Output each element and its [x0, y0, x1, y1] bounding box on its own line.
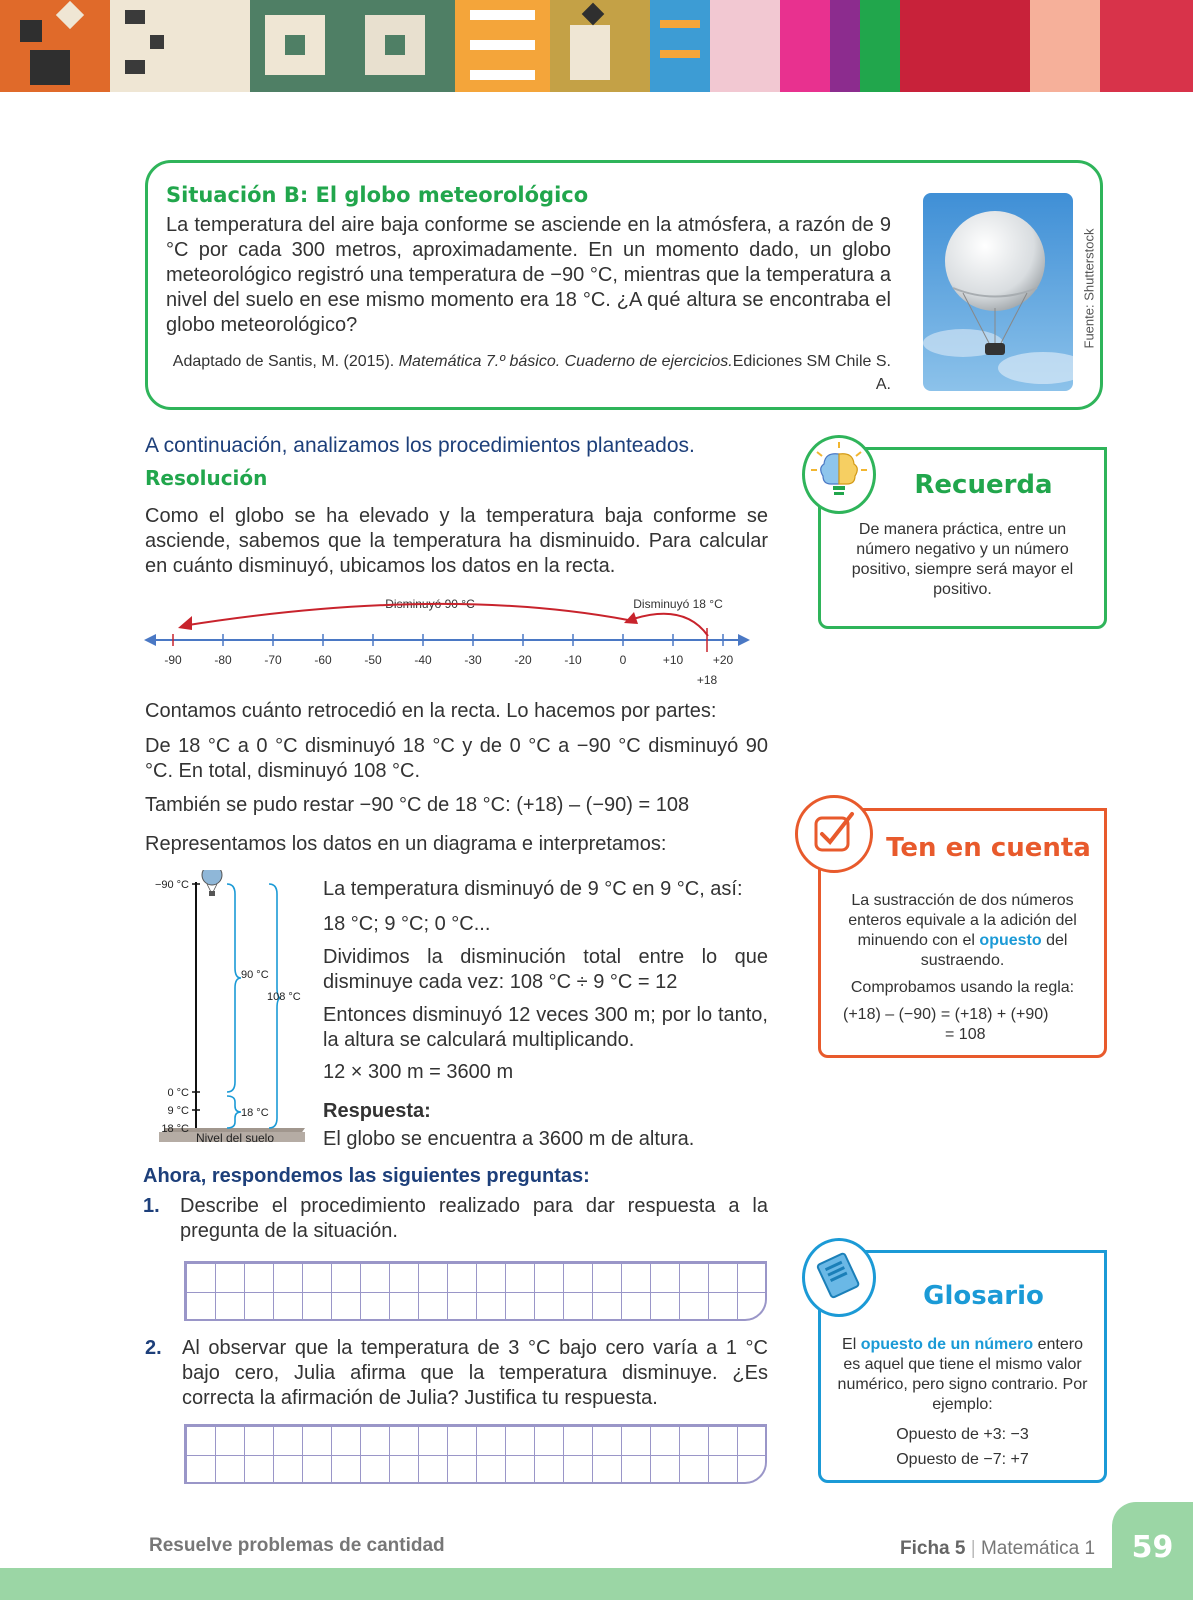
opuesto-highlight: opuesto: [979, 932, 1042, 949]
ten-en-cuenta-title: Ten en cuenta: [886, 833, 1091, 863]
glosario-body: El opuesto de un número entero es aquel que tiene el mismo valor numérico, pero signo contrario. Por ejemplo:: [837, 1336, 1088, 1413]
arrow-decrease-18: [630, 614, 708, 636]
recuerda-title: Recuerda: [914, 470, 1053, 500]
resolution-intro: Como el globo se ha elevado y la temperatura baja conforme se asciende, sabemos que la temperatura ha disminuido. Para calcular en cuánto disminuyó, ubicamos los datos en la recta.: [145, 505, 768, 577]
footer-ficha: Ficha 5 | Matemática 1: [900, 1538, 1096, 1559]
glosario-example-2: Opuesto de −7: +7: [896, 1451, 1029, 1468]
temperature-diagram: [145, 870, 320, 1142]
brace-90: [227, 884, 241, 1092]
tick-label: -70: [264, 653, 282, 667]
answer-grid-2[interactable]: [184, 1424, 767, 1484]
question-2-text: Al observar que la temperatura de 3 °C bajo cero varía a 1 °C bajo cero, Julia afirma que la temperatura disminuye. ¿Es correcta la afirmación de Julia? Justifica tu respuesta.: [182, 1337, 768, 1409]
source-italic: Matemática 7.º básico. Cuaderno de ejercicios.: [398, 353, 733, 370]
balloon-icon: [202, 870, 222, 896]
arrowhead-90: [178, 616, 192, 630]
brain-icon: [802, 435, 876, 514]
question-1-text: Describe el procedimiento realizado para dar respuesta a la pregunta de la situación.: [180, 1195, 768, 1242]
arrow-label-90: Disminuyó 90 °C: [385, 597, 475, 611]
arrowhead-18: [624, 612, 638, 624]
source-suffix: Ediciones SM Chile S. A.: [732, 353, 891, 393]
number-line-diagram: [140, 590, 780, 705]
brace-18-label: 18 °C: [241, 1107, 269, 1119]
diagram-intro: Representamos los datos en un diagrama e interpretamos:: [145, 833, 667, 855]
interpretation-line5: 12 × 300 m = 3600 m: [323, 1061, 514, 1083]
tick-label: +20: [712, 653, 734, 667]
situation-title: Situación B: El globo meteorológico: [166, 183, 589, 207]
weather-balloon-photo: [923, 193, 1073, 391]
axis-arrow-left: [144, 634, 156, 646]
tick-label: -30: [464, 653, 482, 667]
tick-label: -10: [564, 653, 582, 667]
ficha-label: Ficha 5: [900, 1538, 966, 1559]
footer-competency: Resuelve problemas de cantidad: [149, 1535, 445, 1556]
label-9: 9 °C: [167, 1105, 189, 1117]
ten-en-cuenta-body: La sustracción de dos números enteros equivale a la adición del minuendo con el opuesto del sustraendo.: [848, 892, 1077, 969]
label-18: 18 °C: [161, 1123, 189, 1135]
interpretation-line3: Dividimos la disminución total entre lo que disminuye cada vez: 108 °C ÷ 9 °C = 12: [323, 946, 768, 993]
brace-90-label: 90 °C: [241, 969, 269, 981]
situation-box: [145, 160, 1103, 410]
interpretation-line2: 18 °C; 9 °C; 0 °C...: [323, 913, 491, 935]
source-prefix: Adaptado de Santis, M. (2015).: [172, 353, 399, 370]
formula-line1: (+18) – (−90) = (+18) + (+90): [843, 1006, 1049, 1023]
tick-label: -50: [364, 653, 382, 667]
glosario-title: Glosario: [923, 1281, 1044, 1311]
axis-arrow-right: [738, 634, 750, 646]
tick-label: 0: [619, 653, 627, 667]
tick-label: -90: [164, 653, 182, 667]
count-text: Contamos cuánto retrocedió en la recta. Lo hacemos por partes:: [145, 700, 717, 722]
opuesto-de-un-numero-highlight: opuesto de un número: [860, 1336, 1034, 1353]
subject-label: Matemática 1: [980, 1538, 1096, 1559]
brace-108-label: 108 °C: [267, 991, 301, 1003]
label-0: 0 °C: [167, 1087, 189, 1099]
interpretation-line1: La temperatura disminuyó de 9 °C en 9 °C, así:: [323, 878, 743, 900]
answer-label: Respuesta:: [323, 1100, 431, 1122]
analysis-heading: A continuación, analizamos los procedimientos planteados.: [145, 434, 695, 457]
questions-heading: Ahora, respondemos las siguientes preguntas:: [143, 1165, 590, 1187]
question-1-number: 1.: [143, 1195, 160, 1217]
checkbox-icon: [795, 795, 873, 873]
arrow-label-18: Disminuyó 18 °C: [633, 597, 723, 611]
steps-text: De 18 °C a 0 °C disminuyó 18 °C y de 0 °C a −90 °C disminuyó 90 °C. En total, disminuyó 108 °C.: [145, 735, 768, 782]
recuerda-body: De manera práctica, entre un número negativo y un número positivo, siempre será mayor el positivo.: [851, 521, 1074, 598]
subtract-text: También se pudo restar −90 °C de 18 °C: (+18) – (−90) = 108: [145, 794, 690, 816]
answer-text: El globo se encuentra a 3600 m de altura.: [323, 1128, 695, 1150]
check-line: Comprobamos usando la regla:: [850, 979, 1075, 996]
formula-line2: = 108: [945, 1026, 986, 1043]
situation-source: [166, 350, 891, 396]
decorative-textile-banner: [0, 0, 1193, 92]
brace-108: [269, 884, 281, 1128]
tick-label: -20: [514, 653, 532, 667]
tick-label: -60: [314, 653, 332, 667]
label-minus-90: −90 °C: [154, 879, 189, 891]
brace-18: [227, 1096, 241, 1128]
footer-bar: [0, 1568, 1193, 1600]
tick-label: -80: [214, 653, 232, 667]
book-icon: [802, 1238, 876, 1317]
photo-credit: Fuente: Shutterstock: [1081, 228, 1097, 349]
question-2-number: 2.: [145, 1337, 162, 1359]
marker-18-label: +18: [696, 673, 718, 687]
page-number: 59: [1131, 1530, 1174, 1565]
situation-text: La temperatura del aire baja conforme se asciende en la atmósfera, a razón de 9 °C por cada 300 metros, aproximadamente. En un momento dado, un globo meteorológico registró una temperatura de −90 °C, mientras que la temperatura a nivel del suelo en ese mismo momento era 18 °C. ¿A qué altura se encontraba el globo meteorológico?: [166, 214, 891, 336]
tick-label: -40: [414, 653, 432, 667]
interpretation-line4: Entonces disminuyó 12 veces 300 m; por lo tanto, la altura se calculará multiplicando.: [323, 1004, 768, 1051]
glosario-example-1: Opuesto de +3: −3: [896, 1426, 1029, 1443]
answer-grid-1[interactable]: [184, 1261, 767, 1321]
ground-label: Nivel del suelo: [195, 1131, 275, 1142]
tick-label: +10: [662, 653, 684, 667]
resolution-title: Resolución: [145, 466, 268, 490]
